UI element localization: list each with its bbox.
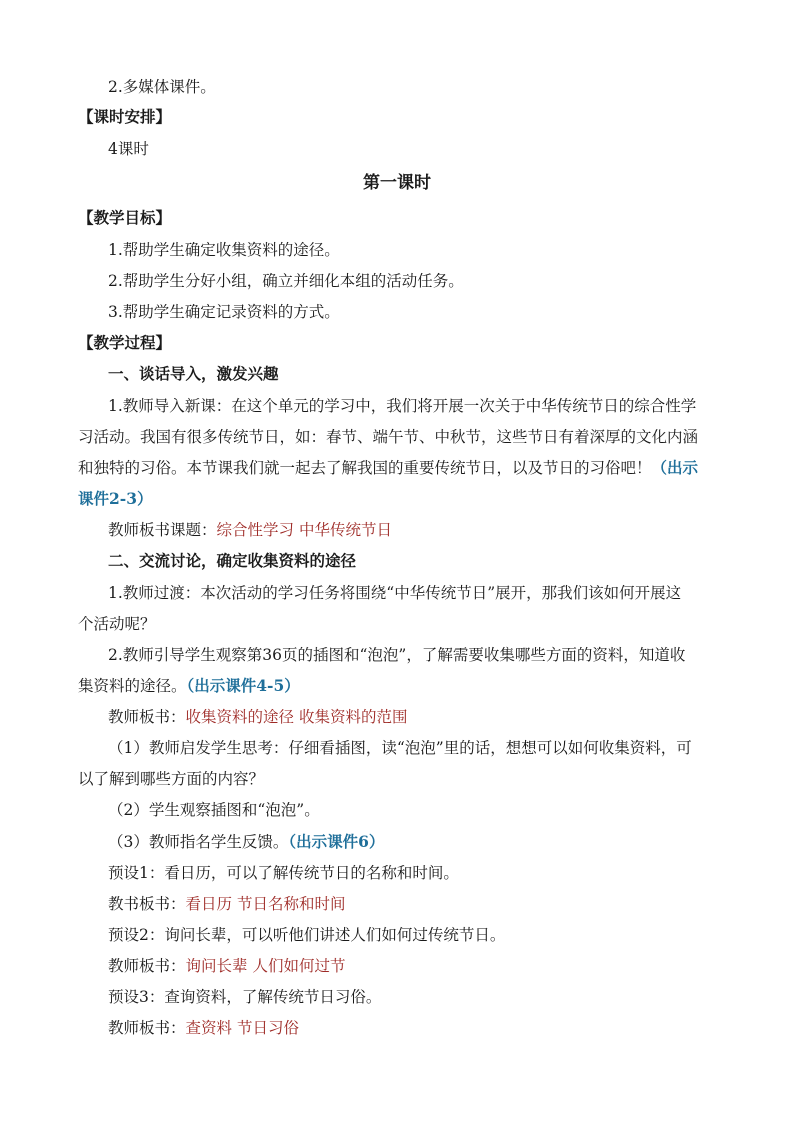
board-line-customs <box>108 1018 299 1038</box>
schedule-text: 4课时 <box>108 140 149 158</box>
courseware-cue-cont: 课件2-3） <box>78 489 153 508</box>
board-label: 教师板书： <box>108 1019 186 1037</box>
observe-line: （2）学生观察插图和“泡泡”。 <box>108 801 320 819</box>
board-label: 教师板书： <box>108 708 186 726</box>
prompt-line-2: 以了解到哪些方面的内容？ <box>78 770 265 788</box>
courseware-cue: （出示课件6） <box>288 832 385 851</box>
board-line-calendar <box>108 894 345 914</box>
section-heading-schedule: 【课时安排】 <box>78 107 172 126</box>
guide-line-2 <box>78 676 300 696</box>
preset-2: 预设2：询问长辈，可以听他们讲述人们如何过传统节日。 <box>108 926 506 944</box>
board-title-line <box>108 520 392 540</box>
guide-line-1: 2.教师引导学生观察第36页的插图和“泡泡”，了解需要收集哪些方面的资料，知道收 <box>108 646 686 664</box>
board-content: 看日历 节日名称和时间 <box>185 895 346 913</box>
lesson-title: 第一课时 <box>363 173 431 193</box>
transition-line-2: 个活动呢？ <box>78 615 156 633</box>
guide-text: 集资料的途径。 <box>78 677 187 695</box>
preset-3: 预设3：查询资料，了解传统节日习俗。 <box>108 988 382 1006</box>
transition-line-1: 1.教师过渡：本次活动的学习任务将围绕“中华传统节日”展开，那我们该如何开展这 <box>108 584 682 602</box>
paragraph-intro-line-2: 习活动。我国有很多传统节日，如：春节、端午节、中秋节，这些节日有着深厚的文化内涵 <box>78 428 699 446</box>
prompt-line-1: （1）教师启发学生思考：仔细看插图，读“泡泡”里的话，想想可以如何收集资料，可 <box>108 739 692 757</box>
materials-item-2: 2.多媒体课件。 <box>108 78 216 96</box>
courseware-cue: （出示 <box>651 458 699 477</box>
courseware-cue: （出示课件4-5） <box>186 676 300 695</box>
board-content: 询问长辈 人们如何过节 <box>185 957 346 975</box>
feedback-line <box>108 832 384 852</box>
board-line-routes <box>108 707 407 727</box>
step-heading-1: 一、谈话导入，激发兴趣 <box>108 364 279 383</box>
board-content: 收集资料的途径 收集资料的范围 <box>185 708 408 726</box>
paragraph-intro-line-1: 1.教师导入新课：在这个单元的学习中，我们将开展一次关于中华传统节日的综合性学 <box>108 397 697 415</box>
feedback-text: （3）教师指名学生反馈。 <box>108 833 289 851</box>
paragraph-intro-line-3 <box>78 458 698 478</box>
goal-2: 2.帮助学生分好小组，确立并细化本组的活动任务。 <box>108 272 464 290</box>
board-content: 综合性学习 中华传统节日 <box>216 521 392 539</box>
step-heading-2: 二、交流讨论，确定收集资料的途径 <box>108 551 357 570</box>
goal-3: 3.帮助学生确定记录资料的方式。 <box>108 303 340 321</box>
paragraph-intro-text: 和独特的习俗。本节课我们就一起去了解我国的重要传统节日，以及节日的习俗吧！ <box>78 459 652 477</box>
board-label: 教师板书课题： <box>108 521 217 539</box>
section-heading-goals: 【教学目标】 <box>78 208 172 227</box>
board-label: 教书板书： <box>108 895 186 913</box>
preset-1: 预设1：看日历，可以了解传统节日的名称和时间。 <box>108 864 459 882</box>
section-heading-process: 【教学过程】 <box>78 333 172 352</box>
board-label: 教师板书： <box>108 957 186 975</box>
board-content: 查资料 节日习俗 <box>185 1019 299 1037</box>
board-line-elders <box>108 956 345 976</box>
goal-1: 1.帮助学生确定收集资料的途径。 <box>108 241 340 259</box>
